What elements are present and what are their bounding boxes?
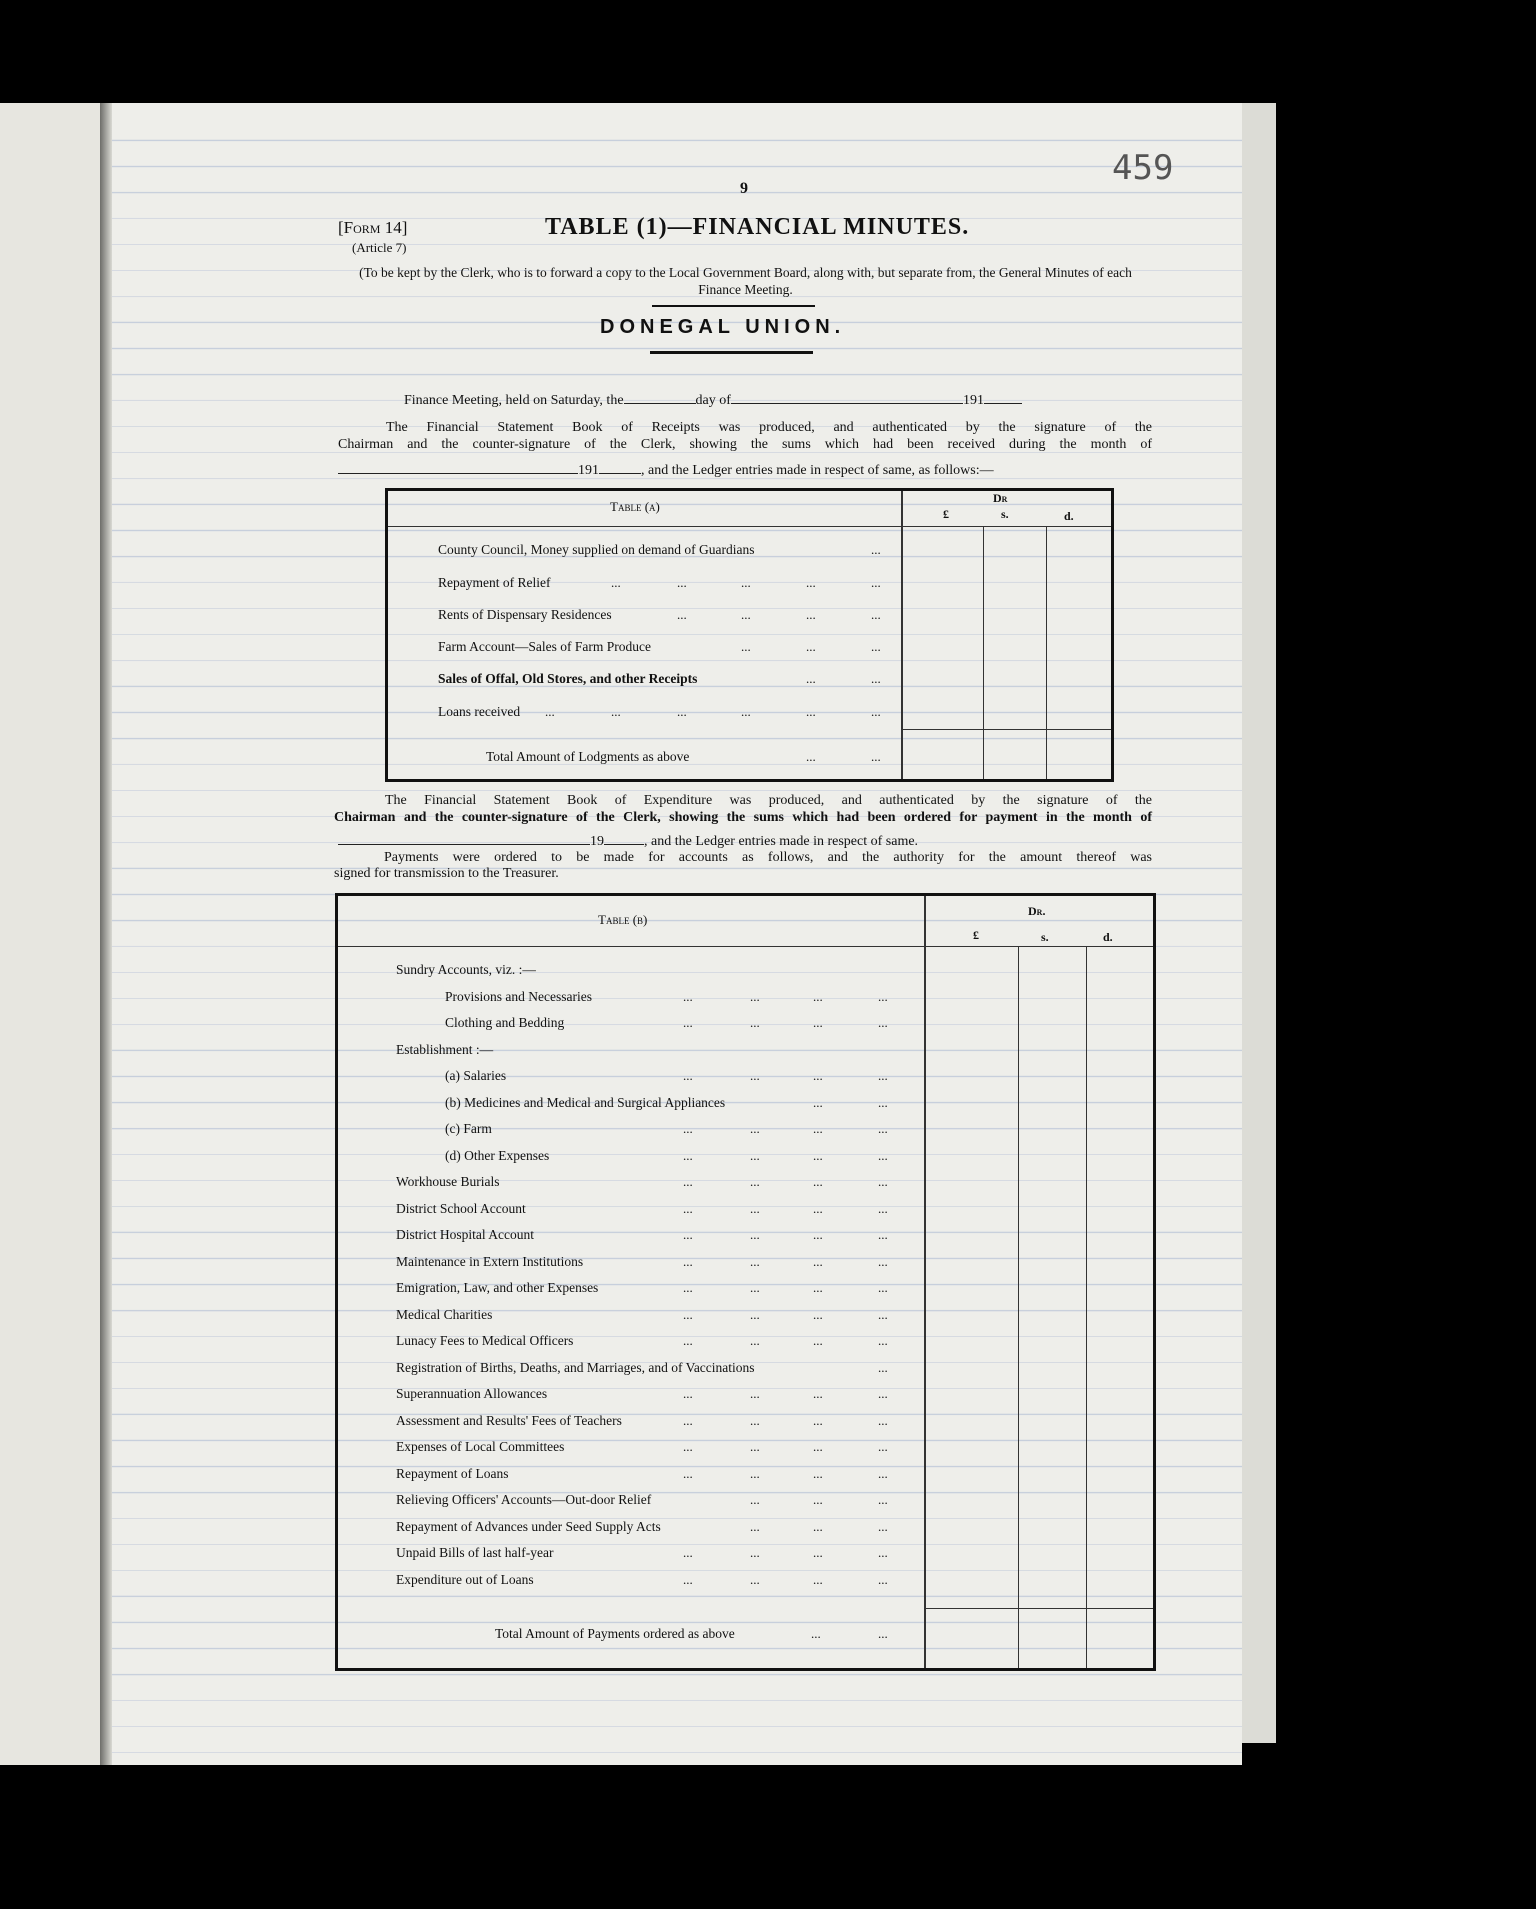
- dot-leader: ...: [683, 1280, 693, 1295]
- table-a-divider: [901, 491, 903, 779]
- expenditure-year: 19: [590, 834, 604, 849]
- dot-leader: ...: [750, 1572, 760, 1587]
- expenditure-month-blank: [338, 832, 590, 845]
- dot-leader: ...: [683, 1439, 693, 1454]
- table-a-dr-header: Dr: [993, 491, 1008, 505]
- dot-leader: ...: [750, 1439, 760, 1454]
- form-label: [Form 14]: [338, 218, 408, 237]
- dot-leader: ...: [750, 1174, 760, 1189]
- table-b-row: Sundry Accounts, viz. :—: [396, 962, 536, 977]
- table-b-row: Repayment of Loans: [396, 1466, 509, 1481]
- dot-leader: ...: [871, 704, 881, 719]
- dot-leader: ...: [871, 542, 881, 557]
- dot-leader: ...: [750, 1333, 760, 1348]
- dot-leader: ...: [878, 1572, 888, 1587]
- dot-leader: ...: [878, 1227, 888, 1242]
- dot-leader: ...: [611, 704, 621, 719]
- dot-leader: ...: [813, 1466, 823, 1481]
- dot-leader: ...: [813, 1439, 823, 1454]
- table-b-row: Superannuation Allowances: [396, 1386, 548, 1401]
- table-a-col-rule-1: [983, 527, 984, 779]
- receipts-line-1: The Financial Statement Book of Receipts was produced, and authenticated by the signature of the: [386, 420, 1152, 435]
- dot-leader: ...: [813, 1068, 823, 1083]
- dot-leader: ...: [813, 1254, 823, 1269]
- dot-leader: ...: [813, 1572, 823, 1587]
- dot-leader: ...: [750, 1121, 760, 1136]
- table-b-col-rule-1: [1018, 946, 1019, 1668]
- dot-leader: ...: [813, 1545, 823, 1560]
- receipts-year-blank: [599, 461, 641, 474]
- table-b-row: Provisions and Necessaries: [445, 989, 592, 1004]
- table-b-row: Expenditure out of Loans: [396, 1572, 534, 1587]
- dot-leader: ...: [813, 1148, 823, 1163]
- table-b-row: (c) Farm: [445, 1121, 492, 1136]
- table-a-row: Sales of Offal, Old Stores, and other Receipts: [438, 671, 698, 686]
- dot-leader: ...: [741, 639, 751, 654]
- dot-leader: ...: [878, 1386, 888, 1401]
- table-b-row: Unpaid Bills of last half-year: [396, 1545, 554, 1560]
- dot-leader: ...: [611, 575, 621, 590]
- dot-leader: ...: [683, 1333, 693, 1348]
- receipts-year: 191: [578, 463, 599, 478]
- dot-leader: ...: [750, 1519, 760, 1534]
- dot-leader: ...: [750, 1227, 760, 1242]
- month-blank: [731, 391, 963, 404]
- dot-leader: ...: [878, 1148, 888, 1163]
- table-b-row: Expenses of Local Committees: [396, 1439, 565, 1454]
- table-b-row: Lunacy Fees to Medical Officers: [396, 1333, 574, 1348]
- dot-leader: ...: [878, 1545, 888, 1560]
- dot-leader: ...: [545, 704, 555, 719]
- dot-leader: ...: [878, 1360, 888, 1375]
- receipts-line-2: Chairman and the counter-signature of the Clerk, showing the sums which had been received during the month of: [338, 437, 1152, 452]
- page-title: TABLE (1)—FINANCIAL MINUTES.: [545, 214, 970, 240]
- dot-leader: ...: [813, 1333, 823, 1348]
- dot-leader: ...: [878, 1413, 888, 1428]
- table-b-col-rule-2: [1086, 946, 1087, 1668]
- dot-leader: ...: [683, 1068, 693, 1083]
- expenditure-line-5: signed for transmission to the Treasurer.: [334, 866, 559, 881]
- dot-leader: ...: [813, 1307, 823, 1322]
- expenditure-line-4: Payments were ordered to be made for accounts as follows, and the authority for the amount thereof was: [384, 850, 1152, 865]
- dot-leader: ...: [683, 1227, 693, 1242]
- table-b-row: Maintenance in Extern Institutions: [396, 1254, 584, 1269]
- meeting-line: [404, 391, 1022, 409]
- dot-leader: ...: [806, 749, 816, 764]
- table-a: [385, 488, 1114, 782]
- table-b-row: Repayment of Advances under Seed Supply Acts: [396, 1519, 661, 1534]
- dot-leader: ...: [813, 1227, 823, 1242]
- table-b-row: District School Account: [396, 1201, 526, 1216]
- table-b-col-shillings: s.: [1041, 930, 1049, 944]
- dot-leader: ...: [683, 1307, 693, 1322]
- table-a-row: County Council, Money supplied on demand of Guardians: [438, 542, 755, 557]
- dot-leader: ...: [878, 1201, 888, 1216]
- expenditure-line-2: Chairman and the counter-signature of the Clerk, showing the sums which had been ordered for payment in the month of: [334, 810, 1152, 825]
- title-rule: [652, 305, 815, 307]
- table-b: [335, 893, 1156, 1671]
- table-b-col-pence: d.: [1103, 930, 1113, 944]
- dot-leader: ...: [750, 1545, 760, 1560]
- dot-leader: ...: [683, 1174, 693, 1189]
- dot-leader: ...: [813, 1015, 823, 1030]
- union-name: DONEGAL UNION.: [600, 316, 846, 338]
- table-b-header-rule: [338, 946, 1153, 947]
- book-gutter: [100, 103, 112, 1765]
- dot-leader: ...: [878, 1519, 888, 1534]
- dot-leader: ...: [871, 749, 881, 764]
- dot-leader: ...: [878, 989, 888, 1004]
- dot-leader: ...: [813, 1492, 823, 1507]
- expenditure-year-blank: [604, 832, 644, 845]
- table-b-row: Emigration, Law, and other Expenses: [396, 1280, 599, 1295]
- dot-leader: ...: [878, 1254, 888, 1269]
- folio-number: 459: [1112, 148, 1174, 188]
- dot-leader: ...: [750, 1148, 760, 1163]
- dot-leader: ...: [813, 1201, 823, 1216]
- receipts-line-3-rest: , and the Ledger entries made in respect of same, as follows:—: [641, 463, 994, 478]
- table-a-col-rule-2: [1046, 527, 1047, 779]
- dot-leader: ...: [813, 989, 823, 1004]
- dot-leader: ...: [813, 1280, 823, 1295]
- dot-leader: ...: [813, 1095, 823, 1110]
- article-label: (Article 7): [352, 240, 407, 255]
- dot-leader: ...: [750, 1201, 760, 1216]
- dot-leader: ...: [677, 575, 687, 590]
- dot-leader: ...: [878, 1095, 888, 1110]
- dot-leader: ...: [741, 704, 751, 719]
- dot-leader: ...: [750, 1413, 760, 1428]
- table-b-row: District Hospital Account: [396, 1227, 534, 1242]
- dot-leader: ...: [878, 1307, 888, 1322]
- expenditure-line-3-rest: , and the Ledger entries made in respect of same.: [644, 834, 919, 849]
- table-b-row: (a) Salaries: [445, 1068, 507, 1083]
- dot-leader: ...: [871, 607, 881, 622]
- dot-leader: ...: [878, 1174, 888, 1189]
- receipts-line-3: [338, 461, 994, 479]
- dot-leader: ...: [878, 1492, 888, 1507]
- table-a-total: Total Amount of Lodgments as above: [486, 749, 690, 764]
- dot-leader: ...: [683, 1121, 693, 1136]
- instruction-note: (To be kept by the Clerk, who is to forward a copy to the Local Government Board, along with, but separate from, the General Minutes of each Finance Meeting.: [359, 265, 1132, 297]
- table-a-row: Loans received: [438, 704, 521, 719]
- dot-leader: ...: [741, 607, 751, 622]
- table-b-row: Relieving Officers' Accounts—Out-door Relief: [396, 1492, 652, 1507]
- receipts-month-blank: [338, 461, 578, 474]
- table-a-row: Farm Account—Sales of Farm Produce: [438, 639, 651, 654]
- dot-leader: ...: [878, 1466, 888, 1481]
- dot-leader: ...: [683, 1572, 693, 1587]
- dot-leader: ...: [750, 1466, 760, 1481]
- dot-leader: ...: [813, 1386, 823, 1401]
- dot-leader: ...: [871, 575, 881, 590]
- dot-leader: ...: [878, 1333, 888, 1348]
- dot-leader: ...: [806, 671, 816, 686]
- dot-leader: ...: [750, 1280, 760, 1295]
- dot-leader: ...: [683, 1545, 693, 1560]
- table-b-row: Registration of Births, Deaths, and Marriages, and of Vaccinations: [396, 1360, 755, 1375]
- dot-leader: ...: [683, 1386, 693, 1401]
- meeting-prefix: Finance Meeting, held on Saturday, the: [404, 393, 624, 408]
- dot-leader: ...: [750, 989, 760, 1004]
- dot-leader: ...: [683, 1466, 693, 1481]
- dot-leader: ...: [878, 1626, 888, 1641]
- dot-leader: ...: [683, 1413, 693, 1428]
- dot-leader: ...: [878, 1068, 888, 1083]
- dot-leader: ...: [813, 1413, 823, 1428]
- dot-leader: ...: [878, 1280, 888, 1295]
- facing-page: [0, 103, 102, 1765]
- table-a-caption: Table (a): [610, 499, 660, 514]
- dot-leader: ...: [871, 639, 881, 654]
- dot-leader: ...: [683, 1201, 693, 1216]
- table-b-total-rule: [925, 1608, 1153, 1609]
- page-edge: [1240, 103, 1276, 1743]
- meeting-year: 191: [962, 393, 984, 408]
- table-b-row: Establishment :—: [396, 1042, 494, 1057]
- dot-leader: ...: [750, 1254, 760, 1269]
- table-b-col-pounds: £: [973, 928, 979, 942]
- table-b-row: (d) Other Expenses: [445, 1148, 550, 1163]
- day-blank: [624, 391, 696, 404]
- table-b-row: Workhouse Burials: [396, 1174, 500, 1189]
- table-b-row: Assessment and Results' Fees of Teachers: [396, 1413, 622, 1428]
- expenditure-line-3: [338, 832, 918, 850]
- dot-leader: ...: [878, 1015, 888, 1030]
- dot-leader: ...: [806, 575, 816, 590]
- dot-leader: ...: [750, 1386, 760, 1401]
- table-b-row: (b) Medicines and Medical and Surgical Appliances: [445, 1095, 726, 1110]
- dot-leader: ...: [811, 1626, 821, 1641]
- year-blank: [984, 391, 1022, 404]
- dot-leader: ...: [813, 1174, 823, 1189]
- dot-leader: ...: [750, 1492, 760, 1507]
- dot-leader: ...: [683, 1015, 693, 1030]
- dot-leader: ...: [813, 1121, 823, 1136]
- dot-leader: ...: [683, 1254, 693, 1269]
- table-a-row: Rents of Dispensary Residences: [438, 607, 612, 622]
- table-b-row: Clothing and Bedding: [445, 1015, 565, 1030]
- dot-leader: ...: [677, 607, 687, 622]
- table-a-col-shillings: s.: [1001, 507, 1009, 521]
- dot-leader: ...: [806, 704, 816, 719]
- table-b-row: Medical Charities: [396, 1307, 493, 1322]
- dot-leader: ...: [878, 1439, 888, 1454]
- table-a-col-pence: d.: [1064, 509, 1074, 523]
- table-b-dr-header: Dr.: [1028, 904, 1046, 918]
- dot-leader: ...: [683, 989, 693, 1004]
- dot-leader: ...: [677, 704, 687, 719]
- dot-leader: ...: [871, 671, 881, 686]
- dot-leader: ...: [750, 1015, 760, 1030]
- table-b-total: Total Amount of Payments ordered as above: [495, 1626, 735, 1641]
- table-a-total-rule: [902, 729, 1111, 730]
- table-b-caption: Table (b): [598, 912, 648, 927]
- meeting-day-label: day of: [695, 393, 731, 408]
- dot-leader: ...: [750, 1068, 760, 1083]
- table-a-col-pounds: £: [943, 507, 949, 521]
- dot-leader: ...: [683, 1148, 693, 1163]
- page-number: 9: [740, 180, 748, 197]
- union-rule: [650, 351, 813, 354]
- dot-leader: ...: [806, 607, 816, 622]
- table-a-header-rule: [388, 526, 1111, 527]
- dot-leader: ...: [813, 1519, 823, 1534]
- table-b-divider: [924, 896, 926, 1668]
- dot-leader: ...: [806, 639, 816, 654]
- dot-leader: ...: [878, 1121, 888, 1136]
- table-a-row: Repayment of Relief: [438, 575, 551, 590]
- dot-leader: ...: [741, 575, 751, 590]
- expenditure-line-1: The Financial Statement Book of Expenditure was produced, and authenticated by the signature of the: [385, 793, 1152, 808]
- dot-leader: ...: [750, 1307, 760, 1322]
